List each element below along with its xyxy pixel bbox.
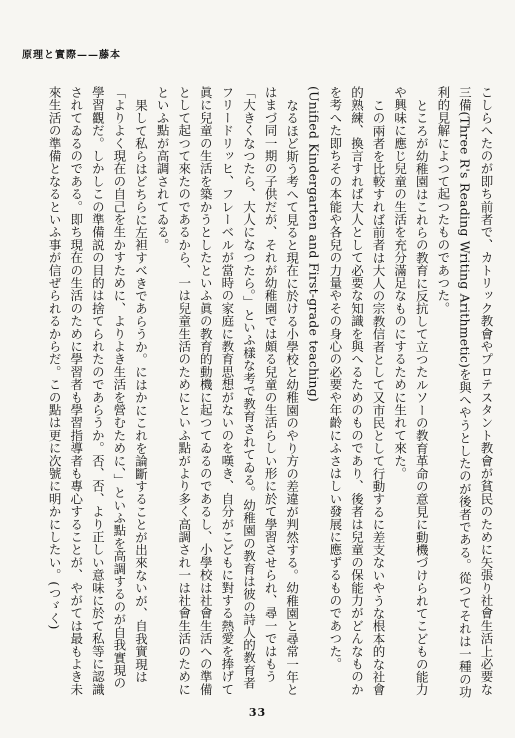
paragraph: この兩者を比較すれば前者は大人の宗教信者として又市民として行動するに差支ないやうな根本的な社會的熟練、換言すれば大人として必要な知識を與へるためのものであり、後者は兒童の保能力がどんなものかを考へた即ちその本能や各兒の力量やその身心の必要や年齡にふさはしい發展に應ずるものであつた。(Unified Kindergarten and First-grade teaching) bbox=[306, 86, 387, 696]
paragraph: こしらへたのが即ち前者で、カトリック教會やプロテスタント教會が貧民のために矢張り社會生活上必要な三備(Three R's Reading Writing Arithmetic)を與へやうとしたのが後者である。從つてそれは一種の功利的見解によつて起つたものであつた。 bbox=[435, 86, 494, 699]
paragraph: なるほど斯う考へて見ると現在に於ける小學校と幼稚園のやり方の差違が判然する。幼稚園と尋常一年とはまづ同一期の子供だが、それが幼稚園では頗る兒童の生活らしい形に於て學習させられ、尋一ではもう「大きくなつたら、大人になつたら。」といふ樣な考で教育されてゐる。幼稚園の教育は彼の詩人的教育者フリードリッヒ、フレーベルが當時の家庭に教育思想がないのを嘆き、自分がこどもに對する熱愛を捧げて眞に兒童の生活を築かうとしたといふ眞の教育的動機に起つてゐるのであるし、小學校は社會生活への準備として起つて來たのであるから、一は兒童生活のためにといふ點がより多く高調され一は社會生活のためにといふ點が高調されてゐる。 bbox=[155, 86, 300, 696]
paragraph: 果して私らはどちらに左袒すべきであらうか。にはかにこれを論斷することが出來ないが、自我實現は「よりよく現在の自己を生かすために、よりよき生活を營むために、」といふ點を高調するのが自我實現の學習觀だ。しかしこの準備説の目的は捨てられたのであらうか。否、否、より正しい意味に於て私等に認識されてゐるのである。即ち現在の生活のために學習者も學習指導者も專心することが、やがては最もよき未來生活の準備となるといふ事が信ぜられるからだ。この點は更に次號に明かにしたい。(つゞく) bbox=[47, 86, 149, 696]
body-text bbox=[27, 86, 497, 702]
page-number: 33 bbox=[248, 706, 267, 719]
paragraph: ところが幼稚園はこれらの教育に反抗して立つたルソーの教育革命の意見に動機づけられてこどもの能力や興味に應じ兒童の生活を充分滿足なものにするために生れて來た。 bbox=[392, 86, 430, 696]
running-header: 原理と實際——藤本 bbox=[22, 50, 121, 61]
